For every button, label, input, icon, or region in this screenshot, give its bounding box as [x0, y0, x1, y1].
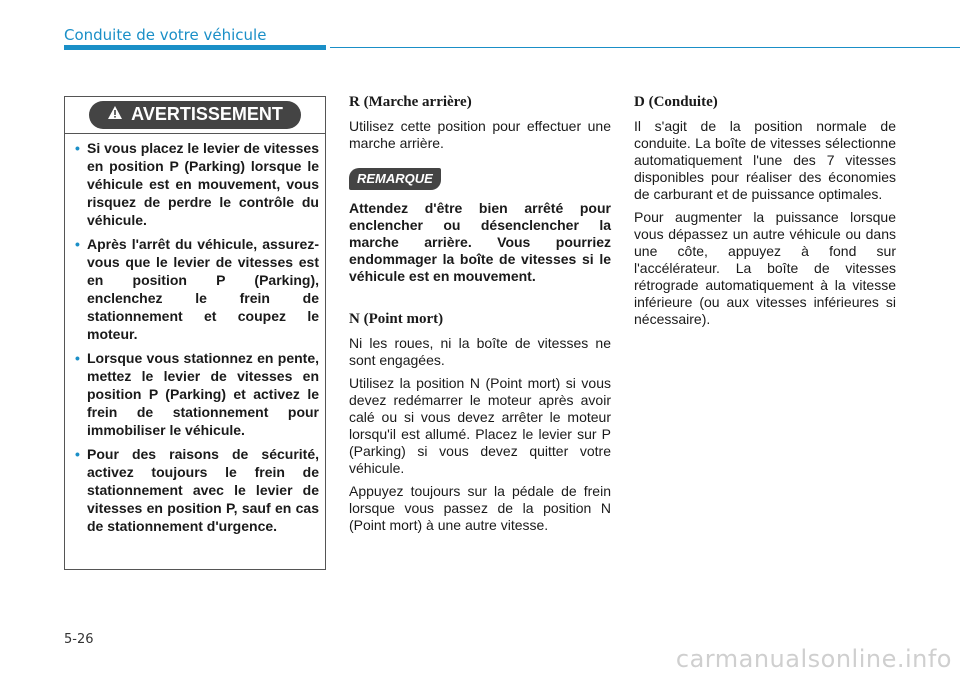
- neutral-paragraph: Utilisez la position N (Point mort) si vous devez redémarrer le moteur après avoir calé ou si vous devez arrêter le moteur lorsqu'il est allumé. Placez le levier sur P (Parking) si vous devez quitter votre véhicule.: [349, 375, 611, 476]
- reverse-heading: R (Marche arrière): [349, 94, 472, 110]
- drive-paragraph: Pour augmenter la puissance lorsque vous dépassez un autre véhicule ou dans une côte, appuyez à fond sur l'accélérateur. La boîte de vitesses rétrograde automatiquement à la vitesse inférieure (ou aux vitesses inférieures si nécessaire).: [634, 209, 896, 327]
- section-title: Conduite de votre véhicule: [64, 26, 267, 44]
- note-text: Attendez d'être bien arrêté pour enclencher ou désenclencher la marche arrière. Vous pourriez endommager la boîte de vitesses si le véhicule est en mouvement.: [349, 200, 611, 284]
- page-number: 5-26: [64, 632, 94, 647]
- watermark: carmanualsonline.info: [675, 645, 952, 673]
- warning-item-text: Lorsque vous stationnez en pente, mettez le levier de vitesses en position P (Parking) et activez le frein de stationnement pour immobiliser le véhicule.: [87, 350, 319, 438]
- spacer: [349, 291, 611, 309]
- bullet-icon: •: [75, 350, 80, 366]
- warning-list: [75, 139, 319, 541]
- note-badge: REMARQUE: [349, 168, 441, 190]
- warning-item-text: Pour des raisons de sécurité, activez toujours le frein de stationnement avec le levier de vitesses en position P, sauf en cas de stationnement d'urgence.: [87, 446, 319, 534]
- warning-item: [75, 139, 319, 229]
- bullet-icon: •: [75, 446, 80, 462]
- drive-heading: D (Conduite): [634, 94, 718, 110]
- neutral-heading: N (Point mort): [349, 311, 444, 327]
- warning-item-text: Si vous placez le levier de vitesses en position P (Parking) lorsque le véhicule est en mouvement, vous risquez de perdre le contrôle du véhicule.: [87, 140, 319, 228]
- warning-item-text: Après l'arrêt du véhicule, assurez-vous que le levier de vitesses est en position P (Parking), enclenchez le frein de stationnement et coupez le moteur.: [87, 236, 319, 342]
- neutral-paragraph: Ni les roues, ni la boîte de vitesses ne sont engagées.: [349, 335, 611, 368]
- warning-item: [75, 235, 319, 343]
- warning-separator: [65, 133, 325, 134]
- warning-header: [65, 97, 325, 131]
- warning-item: [75, 445, 319, 535]
- section-rule-thin: [330, 47, 960, 48]
- section-rule-thick: [64, 45, 326, 50]
- warning-title-row: [107, 104, 283, 125]
- bullet-icon: •: [75, 140, 80, 156]
- drive-paragraph: Il s'agit de la position normale de conduite. La boîte de vitesses sélectionne automatiquement l'une des 7 vitesses disponibles pour réaliser des économies de carburant et de puissance optimales.: [634, 118, 896, 202]
- warning-item: [75, 349, 319, 439]
- middle-column: [349, 92, 611, 540]
- reverse-text: Utilisez cette position pour effectuer une marche arrière.: [349, 118, 611, 151]
- right-column: [634, 92, 896, 334]
- warning-triangle-icon: [107, 104, 123, 125]
- warning-title: AVERTISSEMENT: [131, 103, 283, 124]
- warning-box: [64, 96, 326, 570]
- bullet-icon: •: [75, 236, 80, 252]
- neutral-paragraph: Appuyez toujours sur la pédale de frein lorsque vous passez de la position N (Point mort) à une autre vitesse.: [349, 483, 611, 533]
